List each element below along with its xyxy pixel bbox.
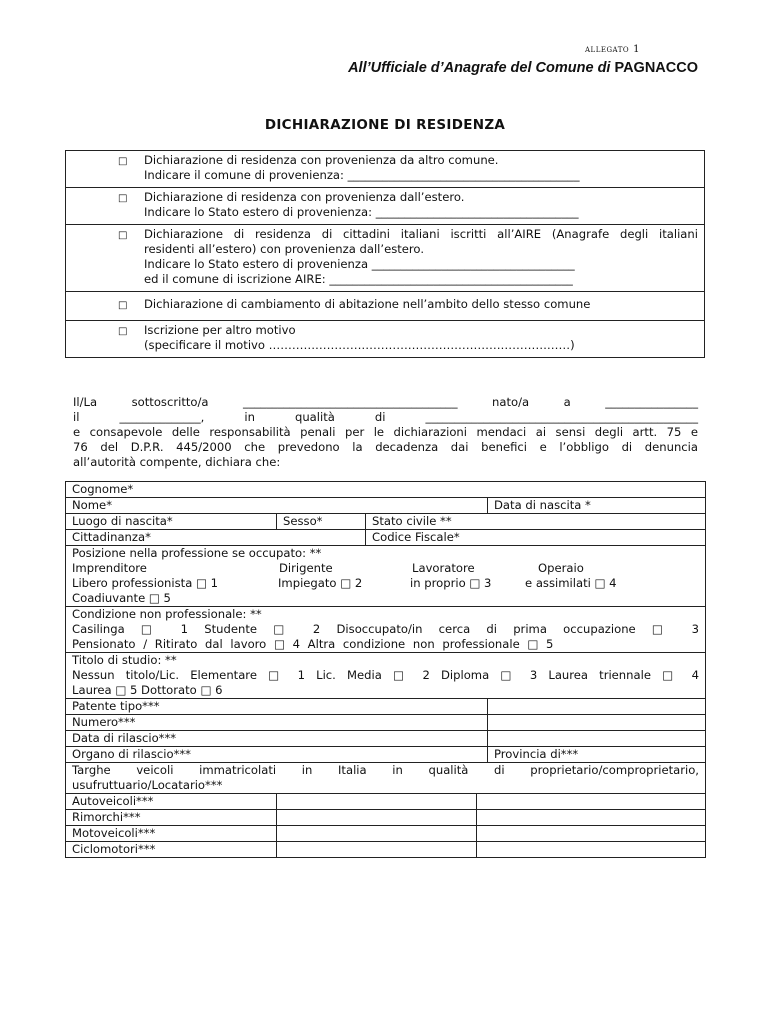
- patente-tipo-field[interactable]: Patente tipo***: [66, 699, 488, 715]
- condizione-row-2[interactable]: Pensionato / Ritirato dal lavoro □ 4 Altra condizione non professionale □ 5: [72, 637, 554, 651]
- checkbox-lavoratore-proprio[interactable]: in proprio □ 3: [410, 576, 492, 590]
- personal-data-table: [65, 481, 706, 858]
- ciclomotori-label: Ciclomotori***: [66, 842, 277, 858]
- table-row: [66, 699, 706, 715]
- table-row: [66, 747, 706, 763]
- residence-options-box: [65, 150, 705, 358]
- checkbox-altro-comune[interactable]: □: [118, 156, 128, 167]
- condizione-non-professionale-field[interactable]: Condizione non professionale: ** Casilinga □ 1 Studente □ 2 Disoccupato/in cerca di prima occupazione □ 3 Pensionato / Ritirato dal lavoro □ 4 Altra condizione non professionale □ 5: [66, 607, 706, 653]
- table-row: [66, 810, 706, 826]
- patente-tipo-value[interactable]: [488, 699, 706, 715]
- data-rilascio-value[interactable]: [488, 731, 706, 747]
- checkbox-libero-professionista[interactable]: Libero professionista □ 1: [72, 576, 218, 590]
- rimorchi-value-1[interactable]: [277, 810, 477, 826]
- table-row: [66, 530, 706, 546]
- option-aire: □ Dichiarazione di residenza di cittadini italiani iscritti all’AIRE (Anagrafe degli italiani residenti all’estero) con provenienza dall’estero. Indicare lo Stato estero di provenienza ___________________________________ ed il comune di iscrizione AIRE: __________________________________________: [66, 225, 704, 292]
- data-nascita-field[interactable]: Data di nascita *: [488, 498, 706, 514]
- table-row: [66, 498, 706, 514]
- checkbox-estero[interactable]: □: [118, 193, 128, 204]
- attachment-label: ALLEGATO 1: [584, 44, 640, 55]
- posizione-row-2: [72, 576, 699, 591]
- posizione-row-1: Imprenditore Dirigente Lavoratore Operaio: [72, 561, 584, 575]
- table-row: [66, 763, 706, 794]
- targhe-veicoli-field: Targhe veicoli immatricolati in Italia in qualità di proprietario/comproprietario, usufruttuario/Locatario***: [66, 763, 706, 794]
- checkbox-impiegato[interactable]: Impiegato □ 2: [278, 576, 363, 590]
- posizione-professione-field[interactable]: Posizione nella professione se occupato: ** Imprenditore Dirigente Lavoratore Operaio Libero professionista □ 1 Impiegato □ 2 in proprio □ 3 e assimilati □ 4 Coadiuvante □ 5: [66, 546, 706, 607]
- checkbox-operaio[interactable]: e assimilati □ 4: [525, 576, 617, 590]
- option-altro-motivo: □ Iscrizione per altro motivo (specificare il motivo ……………………………………………………………………): [118, 323, 575, 352]
- titolo-row-2[interactable]: Laurea □ 5 Dottorato □ 6: [72, 683, 223, 697]
- option-altro-comune: □ Dichiarazione di residenza con provenienza da altro comune. Indicare il comune di provenienza: ________________________________________: [66, 151, 704, 188]
- rimorchi-label: Rimorchi***: [66, 810, 277, 826]
- ciclomotori-value-1[interactable]: [277, 842, 477, 858]
- cittadinanza-field[interactable]: Cittadinanza*: [66, 530, 366, 546]
- declaration-date-line[interactable]: il ______________, in qualità di _______________________________________________: [73, 410, 698, 424]
- provincia-field[interactable]: Provincia di***: [488, 747, 706, 763]
- addressee-heading: All’Ufficiale d’Anagrafe del Comune di PAGNACCO: [348, 60, 698, 76]
- checkbox-altro-motivo[interactable]: □: [118, 326, 128, 337]
- rimorchi-value-2[interactable]: [477, 810, 706, 826]
- stato-civile-field[interactable]: Stato civile **: [366, 514, 706, 530]
- comune-name: PAGNACCO: [614, 60, 698, 76]
- declaration-name-line[interactable]: Il/La sottoscritto/a _____________________________________ nato/a a ________________: [73, 395, 698, 409]
- autoveicoli-value-2[interactable]: [477, 794, 706, 810]
- table-row: [66, 653, 706, 699]
- titolo-studio-field[interactable]: Titolo di studio: ** Nessun titolo/Lic. Elementare □ 1 Lic. Media □ 2 Diploma □ 3 Laurea triennale □ 4 Laurea □ 5 Dottorato □ 6: [66, 653, 706, 699]
- checkbox-cambio-abitazione[interactable]: □: [118, 300, 128, 311]
- autoveicoli-value-1[interactable]: [277, 794, 477, 810]
- table-row: [66, 607, 706, 653]
- ciclomotori-value-2[interactable]: [477, 842, 706, 858]
- table-row: [66, 826, 706, 842]
- motoveicoli-value-1[interactable]: [277, 826, 477, 842]
- document-title: DICHIARAZIONE DI RESIDENZA: [264, 117, 506, 133]
- checkbox-coadiuvante[interactable]: Coadiuvante □ 5: [72, 591, 171, 605]
- luogo-nascita-field[interactable]: Luogo di nascita*: [66, 514, 277, 530]
- table-row: [66, 546, 706, 607]
- table-row: [66, 482, 706, 498]
- table-row: [66, 842, 706, 858]
- sesso-field[interactable]: Sesso*: [277, 514, 366, 530]
- nome-field[interactable]: Nome*: [66, 498, 488, 514]
- motoveicoli-value-2[interactable]: [477, 826, 706, 842]
- table-row: [66, 731, 706, 747]
- organo-rilascio-field[interactable]: Organo di rilascio***: [66, 747, 488, 763]
- data-rilascio-field[interactable]: Data di rilascio***: [66, 731, 488, 747]
- codice-fiscale-field[interactable]: Codice Fiscale*: [366, 530, 706, 546]
- table-row: [66, 715, 706, 731]
- option-estero: □ Dichiarazione di residenza con provenienza dall’estero. Indicare lo Stato estero di provenienza: ___________________________________: [66, 188, 704, 225]
- numero-value[interactable]: [488, 715, 706, 731]
- numero-field[interactable]: Numero***: [66, 715, 488, 731]
- autoveicoli-label: Autoveicoli***: [66, 794, 277, 810]
- declaration-paragraph: Il/La sottoscritto/a _____________________________________ nato/a a ________________ il ______________, in qualità di _______________________________________________ e consapevole delle responsabilità penali per le dichiarazioni mendaci ai sensi degli artt. 75 e 76 del D.P.R. 445/2000 che prevedono la decadenza dai benefici e l’obbligo di denuncia all’autorità compente, dichiara che:: [73, 395, 698, 469]
- table-row: [66, 514, 706, 530]
- attachment-number: 1: [633, 44, 640, 55]
- motoveicoli-label: Motoveicoli***: [66, 826, 277, 842]
- condizione-row-1[interactable]: Casilinga □ 1 Studente □ 2 Disoccupato/in cerca di prima occupazione □ 3: [72, 622, 699, 636]
- cognome-field[interactable]: Cognome*: [66, 482, 706, 498]
- checkbox-aire[interactable]: □: [118, 230, 128, 241]
- table-row: [66, 794, 706, 810]
- option-cambio-abitazione: □ Dichiarazione di cambiamento di abitazione nell’ambito dello stesso comune: [66, 292, 704, 321]
- titolo-row-1[interactable]: Nessun titolo/Lic. Elementare □ 1 Lic. Media □ 2 Diploma □ 3 Laurea triennale □ 4: [72, 668, 699, 682]
